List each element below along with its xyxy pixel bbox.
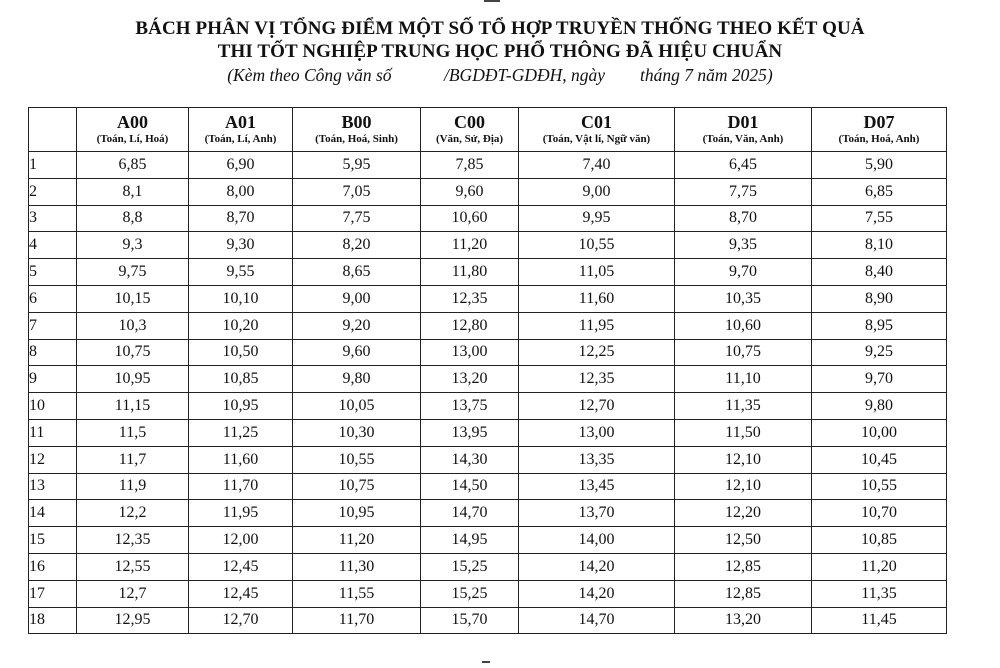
rank-cell: 8 <box>29 339 77 366</box>
table-row <box>29 152 947 179</box>
combination-code: C00 <box>454 112 485 132</box>
score-cell: 6,85 <box>812 178 947 205</box>
score-cell: 10,45 <box>812 446 947 473</box>
score-cell: 14,95 <box>421 527 519 554</box>
table-row <box>29 607 947 634</box>
score-cell: 12,45 <box>189 553 293 580</box>
score-cell: 6,45 <box>675 152 812 179</box>
rank-cell: 18 <box>29 607 77 634</box>
score-cell: 9,95 <box>519 205 675 232</box>
rank-header <box>29 108 77 152</box>
score-cell: 8,10 <box>812 232 947 259</box>
score-cell: 11,95 <box>519 312 675 339</box>
score-cell: 9,30 <box>189 232 293 259</box>
score-cell: 9,35 <box>675 232 812 259</box>
table-body <box>29 152 947 634</box>
score-cell: 7,75 <box>293 205 421 232</box>
score-cell: 11,20 <box>293 527 421 554</box>
score-cell: 11,60 <box>519 285 675 312</box>
combination-code: B00 <box>341 112 372 132</box>
score-cell: 13,35 <box>519 446 675 473</box>
document-title-line-1: BÁCH PHÂN VỊ TỔNG ĐIỂM MỘT SỐ TỔ HỢP TRUYỀN THỐNG THEO KẾT QUẢ <box>135 18 865 39</box>
score-cell: 12,85 <box>675 580 812 607</box>
score-cell: 14,50 <box>421 473 519 500</box>
rank-cell: 2 <box>29 178 77 205</box>
score-cell: 11,50 <box>675 419 812 446</box>
score-cell: 9,25 <box>812 339 947 366</box>
score-cell: 12,7 <box>77 580 189 607</box>
rank-cell: 6 <box>29 285 77 312</box>
score-cell: 8,20 <box>293 232 421 259</box>
rank-cell: 14 <box>29 500 77 527</box>
score-cell: 10,95 <box>189 393 293 420</box>
column-header <box>675 108 812 152</box>
score-cell: 12,70 <box>189 607 293 634</box>
score-cell: 13,75 <box>421 393 519 420</box>
score-cell: 11,45 <box>812 607 947 634</box>
table-row <box>29 366 947 393</box>
score-cell: 10,35 <box>675 285 812 312</box>
score-cell: 14,00 <box>519 527 675 554</box>
score-cell: 12,45 <box>189 580 293 607</box>
score-cell: 11,35 <box>812 580 947 607</box>
score-cell: 12,20 <box>675 500 812 527</box>
score-cell: 12,35 <box>421 285 519 312</box>
score-cell: 12,00 <box>189 527 293 554</box>
score-cell: 10,85 <box>189 366 293 393</box>
score-cell: 10,60 <box>675 312 812 339</box>
score-cell: 14,30 <box>421 446 519 473</box>
score-cell: 10,70 <box>812 500 947 527</box>
table-row <box>29 553 947 580</box>
score-cell: 10,50 <box>189 339 293 366</box>
score-cell: 10,10 <box>189 285 293 312</box>
score-cell: 12,25 <box>519 339 675 366</box>
score-cell: 15,70 <box>421 607 519 634</box>
score-cell: 15,25 <box>421 580 519 607</box>
column-header <box>421 108 519 152</box>
score-cell: 12,55 <box>77 553 189 580</box>
score-cell: 9,75 <box>77 259 189 286</box>
score-cell: 9,60 <box>293 339 421 366</box>
rank-cell: 5 <box>29 259 77 286</box>
score-cell: 7,40 <box>519 152 675 179</box>
rank-cell: 12 <box>29 446 77 473</box>
score-cell: 10,55 <box>519 232 675 259</box>
score-cell: 11,70 <box>293 607 421 634</box>
table-header-row <box>29 108 947 152</box>
score-cell: 12,50 <box>675 527 812 554</box>
table-row <box>29 339 947 366</box>
rank-cell: 17 <box>29 580 77 607</box>
score-cell: 10,15 <box>77 285 189 312</box>
score-cell: 12,80 <box>421 312 519 339</box>
score-cell: 8,95 <box>812 312 947 339</box>
combination-subjects: (Toán, Hoá, Anh) <box>838 133 920 145</box>
score-cell: 9,00 <box>293 285 421 312</box>
score-cell: 13,00 <box>421 339 519 366</box>
score-cell: 13,20 <box>675 607 812 634</box>
document-title-line-2: THI TỐT NGHIỆP TRUNG HỌC PHỔ THÔNG ĐÃ HIỆU CHUẨN <box>217 41 783 62</box>
combination-code: D07 <box>863 112 895 132</box>
score-cell: 10,85 <box>812 527 947 554</box>
score-cell: 8,70 <box>675 205 812 232</box>
combination-subjects: (Toán, Văn, Anh) <box>702 133 784 145</box>
score-cell: 10,75 <box>675 339 812 366</box>
rank-cell: 11 <box>29 419 77 446</box>
score-cell: 5,95 <box>293 152 421 179</box>
score-cell: 6,85 <box>77 152 189 179</box>
column-header <box>293 108 421 152</box>
combination-code: D01 <box>727 112 759 132</box>
score-cell: 9,20 <box>293 312 421 339</box>
table-row <box>29 312 947 339</box>
score-cell: 10,95 <box>77 366 189 393</box>
score-cell: 14,70 <box>519 607 675 634</box>
score-cell: 7,85 <box>421 152 519 179</box>
table-row <box>29 178 947 205</box>
combination-subjects: (Toán, Lí, Anh) <box>204 133 277 145</box>
score-cell: 11,25 <box>189 419 293 446</box>
rank-cell: 4 <box>29 232 77 259</box>
score-cell: 11,30 <box>293 553 421 580</box>
score-cell: 9,00 <box>519 178 675 205</box>
rank-cell: 1 <box>29 152 77 179</box>
score-cell: 13,95 <box>421 419 519 446</box>
score-cell: 11,9 <box>77 473 189 500</box>
score-cell: 8,90 <box>812 285 947 312</box>
score-cell: 11,15 <box>77 393 189 420</box>
score-cell: 9,70 <box>812 366 947 393</box>
table-row <box>29 393 947 420</box>
score-cell: 9,80 <box>293 366 421 393</box>
score-cell: 11,7 <box>77 446 189 473</box>
table-row <box>29 285 947 312</box>
score-cell: 13,00 <box>519 419 675 446</box>
table-row <box>29 419 947 446</box>
score-cell: 11,80 <box>421 259 519 286</box>
page-edge-mark <box>484 0 500 5</box>
score-cell: 9,70 <box>675 259 812 286</box>
score-cell: 10,95 <box>293 500 421 527</box>
column-header <box>77 108 189 152</box>
table-row <box>29 205 947 232</box>
document-subtitle: (Kèm theo Công văn số /BGDĐT-GDĐH, ngày tháng 7 năm 2025) <box>227 65 773 85</box>
score-cell: 11,70 <box>189 473 293 500</box>
score-cell: 12,85 <box>675 553 812 580</box>
score-cell: 13,45 <box>519 473 675 500</box>
combination-subjects: (Văn, Sử, Địa) <box>435 133 504 145</box>
score-cell: 11,55 <box>293 580 421 607</box>
score-cell: 12,35 <box>77 527 189 554</box>
rank-cell: 16 <box>29 553 77 580</box>
score-cell: 10,60 <box>421 205 519 232</box>
combination-code: C01 <box>581 112 612 132</box>
score-cell: 11,20 <box>812 553 947 580</box>
score-cell: 10,00 <box>812 419 947 446</box>
score-cell: 12,2 <box>77 500 189 527</box>
table-row <box>29 259 947 286</box>
score-cell: 11,20 <box>421 232 519 259</box>
score-cell: 9,60 <box>421 178 519 205</box>
rank-cell: 15 <box>29 527 77 554</box>
score-cell: 12,70 <box>519 393 675 420</box>
score-cell: 11,60 <box>189 446 293 473</box>
score-cell: 8,1 <box>77 178 189 205</box>
combination-code: A01 <box>225 112 256 132</box>
score-cell: 11,10 <box>675 366 812 393</box>
table-row <box>29 580 947 607</box>
score-cell: 11,95 <box>189 500 293 527</box>
combination-subjects: (Toán, Hoá, Sinh) <box>315 133 398 145</box>
score-cell: 10,30 <box>293 419 421 446</box>
rank-cell: 13 <box>29 473 77 500</box>
table-row <box>29 446 947 473</box>
score-cell: 9,3 <box>77 232 189 259</box>
column-header <box>519 108 675 152</box>
rank-cell: 7 <box>29 312 77 339</box>
table-row <box>29 473 947 500</box>
score-cell: 7,05 <box>293 178 421 205</box>
score-cell: 12,10 <box>675 446 812 473</box>
table-row <box>29 500 947 527</box>
rank-cell: 10 <box>29 393 77 420</box>
combination-subjects: (Toán, Vật lí, Ngữ văn) <box>542 133 651 145</box>
score-cell: 13,20 <box>421 366 519 393</box>
score-cell: 14,70 <box>421 500 519 527</box>
percentile-table <box>28 107 947 634</box>
score-cell: 8,00 <box>189 178 293 205</box>
combination-subjects: (Toán, Lí, Hoá) <box>96 133 169 145</box>
score-cell: 10,20 <box>189 312 293 339</box>
column-header <box>812 108 947 152</box>
score-cell: 8,8 <box>77 205 189 232</box>
score-cell: 8,40 <box>812 259 947 286</box>
rank-cell: 3 <box>29 205 77 232</box>
score-cell: 14,20 <box>519 553 675 580</box>
score-cell: 5,90 <box>812 152 947 179</box>
score-cell: 11,05 <box>519 259 675 286</box>
table-row <box>29 527 947 554</box>
score-cell: 7,75 <box>675 178 812 205</box>
score-cell: 14,20 <box>519 580 675 607</box>
rank-cell: 9 <box>29 366 77 393</box>
score-cell: 10,3 <box>77 312 189 339</box>
score-cell: 12,95 <box>77 607 189 634</box>
score-cell: 10,05 <box>293 393 421 420</box>
score-cell: 12,35 <box>519 366 675 393</box>
score-cell: 13,70 <box>519 500 675 527</box>
score-cell: 9,55 <box>189 259 293 286</box>
combination-code: A00 <box>117 112 148 132</box>
score-cell: 11,5 <box>77 419 189 446</box>
page-edge-mark <box>482 661 490 663</box>
score-cell: 9,80 <box>812 393 947 420</box>
score-cell: 10,75 <box>77 339 189 366</box>
score-cell: 11,35 <box>675 393 812 420</box>
column-header <box>189 108 293 152</box>
score-cell: 10,75 <box>293 473 421 500</box>
score-cell: 10,55 <box>293 446 421 473</box>
score-cell: 7,55 <box>812 205 947 232</box>
score-cell: 12,10 <box>675 473 812 500</box>
score-cell: 8,65 <box>293 259 421 286</box>
score-cell: 10,55 <box>812 473 947 500</box>
table-row <box>29 232 947 259</box>
score-cell: 6,90 <box>189 152 293 179</box>
score-cell: 8,70 <box>189 205 293 232</box>
score-cell: 15,25 <box>421 553 519 580</box>
